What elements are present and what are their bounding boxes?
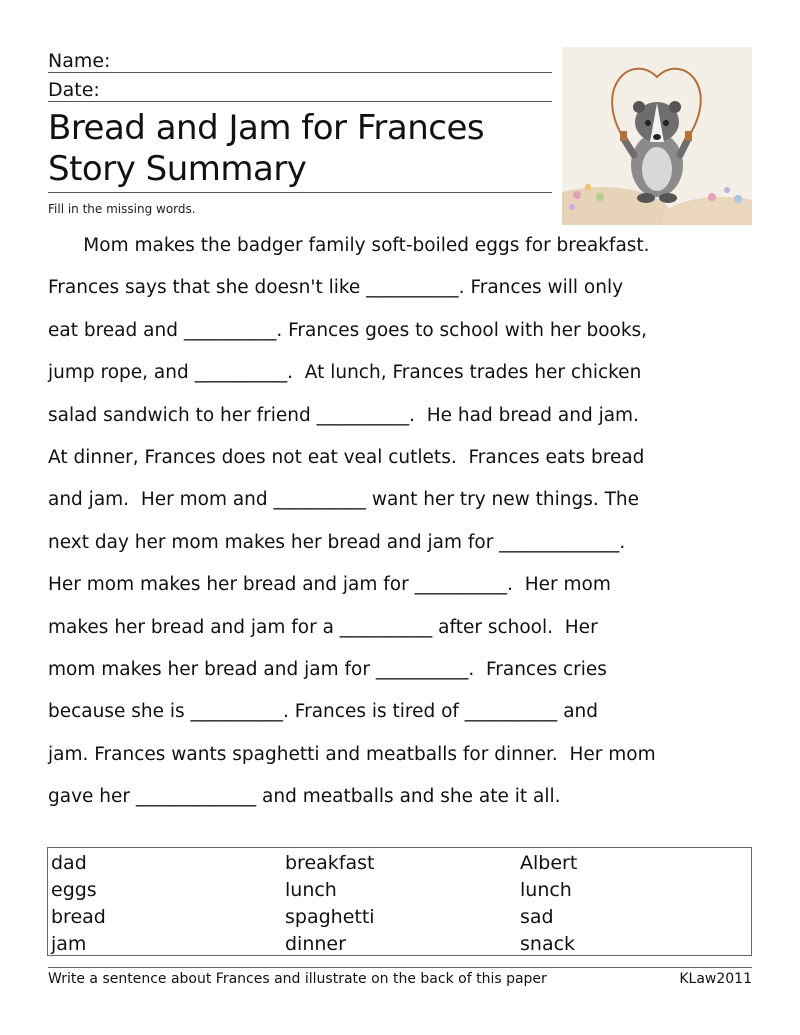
- title-line-1: Bread and Jam for Frances: [48, 108, 485, 148]
- word-bank-word: breakfast: [285, 852, 375, 874]
- footer-prompt: Write a sentence about Frances and illustrate on the back of this paper: [48, 971, 547, 987]
- word-bank: [47, 847, 752, 956]
- word-bank-word: lunch: [285, 879, 337, 901]
- word-bank-column: [285, 850, 375, 958]
- title-line-2: Story Summary: [48, 149, 307, 189]
- word-bank-word: Albert: [520, 852, 578, 874]
- word-bank-word: jam: [51, 933, 87, 955]
- story-line-text: jump rope, and __________. At lunch, Frances trades her chicken: [48, 362, 642, 384]
- word-bank-word: snack: [520, 933, 576, 955]
- name-label: Name:: [48, 50, 111, 72]
- story-line: [48, 359, 748, 401]
- name-line: [48, 50, 552, 73]
- story-line: [48, 783, 748, 825]
- word-bank-word: bread: [51, 906, 106, 928]
- badger-jump-rope-image: [562, 47, 752, 225]
- word-bank-word: dad: [51, 852, 87, 874]
- story-line-text: Frances says that she doesn't like __________. Frances will only: [48, 277, 624, 299]
- story-line: [48, 614, 748, 656]
- badger-illustration: [562, 47, 752, 225]
- story-line-text: and jam. Her mom and __________ want her try new things. The: [48, 489, 640, 511]
- story-line-text: eat bread and __________. Frances goes to school with her books,: [48, 319, 648, 341]
- story-line: [48, 402, 748, 444]
- date-label: Date:: [48, 79, 100, 101]
- word-bank-word: sad: [520, 906, 554, 928]
- story-line-text: because she is __________. Frances is tired of __________ and: [48, 701, 598, 723]
- story-line: [48, 317, 748, 359]
- word-bank-word: spaghetti: [285, 906, 375, 928]
- story-line-text: At dinner, Frances does not eat veal cutlets. Frances eats bread: [48, 446, 645, 468]
- story-line: [48, 656, 748, 698]
- story-line-text: mom makes her bread and jam for __________. Frances cries: [48, 658, 607, 680]
- word-bank-word: dinner: [285, 933, 346, 955]
- story-line-text: Her mom makes her bread and jam for __________. Her mom: [48, 574, 611, 596]
- word-bank-column: [51, 850, 106, 958]
- story-line-text: makes her bread and jam for a __________ after school. Her: [48, 616, 598, 638]
- word-bank-word: eggs: [51, 879, 97, 901]
- word-bank-column: [520, 850, 577, 958]
- footer: [48, 967, 752, 987]
- story-summary-passage: [48, 232, 748, 825]
- footer-credit: KLaw2011: [679, 971, 752, 987]
- instructions: Fill in the missing words.: [48, 202, 196, 216]
- story-line: [48, 698, 748, 740]
- story-line-text: jam. Frances wants spaghetti and meatballs for dinner. Her mom: [48, 743, 656, 765]
- worksheet-title: [48, 108, 552, 193]
- date-line: [48, 79, 552, 102]
- story-line-text: gave her _____________ and meatballs and she ate it all.: [48, 786, 561, 808]
- story-line: [48, 486, 748, 528]
- story-line: [48, 529, 748, 571]
- story-line-text: salad sandwich to her friend __________. He had bread and jam.: [48, 404, 639, 426]
- story-line-text: Mom makes the badger family soft-boiled eggs for breakfast.: [48, 235, 650, 256]
- story-line: [48, 232, 748, 274]
- story-line-text: next day her mom makes her bread and jam for _____________.: [48, 531, 626, 553]
- story-line: [48, 741, 748, 783]
- story-line: [48, 444, 748, 486]
- story-line: [48, 274, 748, 316]
- story-line: [48, 571, 748, 613]
- word-bank-word: lunch: [520, 879, 572, 901]
